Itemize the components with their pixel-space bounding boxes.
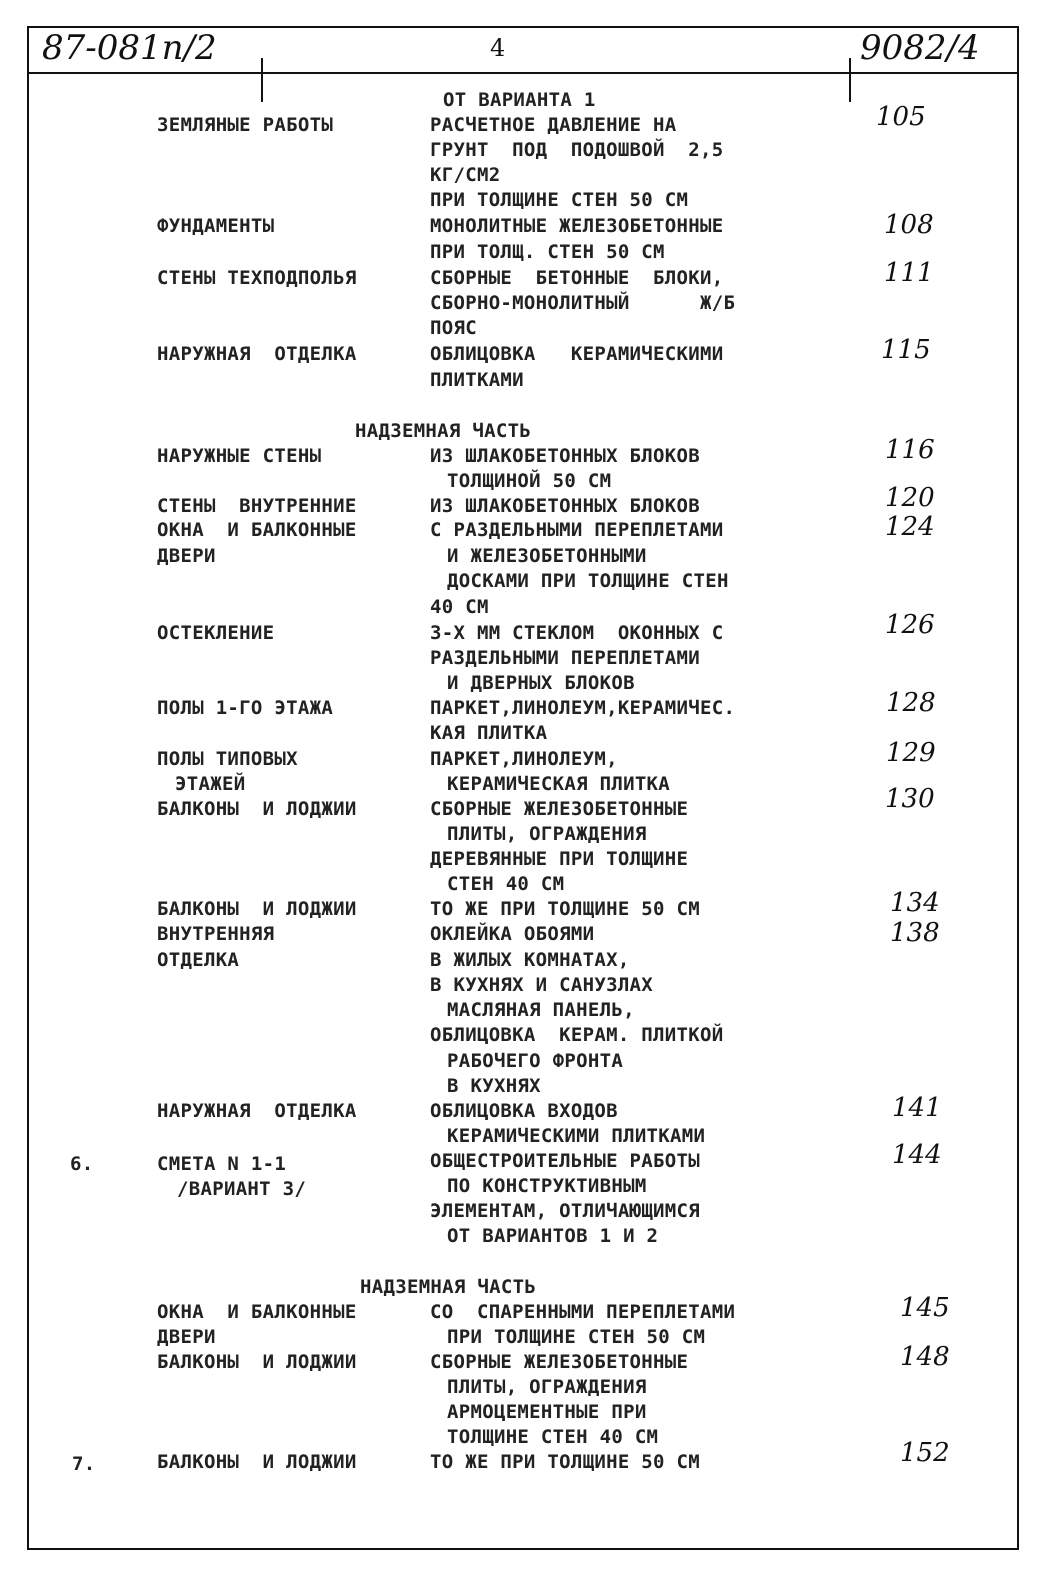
text-line: НАРУЖНАЯ ОТДЕЛКА	[157, 1100, 357, 1122]
text-line: ИЗ ШЛАКОБЕТОННЫХ БЛОКОВ	[430, 495, 700, 517]
text-line: ПРИ ТОЛЩИНЕ СТЕН 50 СМ	[430, 189, 689, 211]
page-ref-number: 141	[892, 1093, 942, 1123]
text-line: СБОРНО-МОНОЛИТНЫЙ Ж/Б	[430, 292, 736, 314]
text-line: 7.	[72, 1453, 96, 1475]
text-line: СТЕН 40 СМ	[447, 873, 565, 895]
page-ref-number: 148	[900, 1342, 950, 1372]
text-line: РАБОЧЕГО ФРОНТА	[447, 1050, 624, 1072]
text-line: КЕРАМИЧЕСКИМИ ПЛИТКАМИ	[447, 1125, 706, 1147]
text-line: ВНУТРЕННЯЯ	[157, 923, 275, 945]
text-line: НАРУЖНАЯ ОТДЕЛКА	[157, 343, 357, 365]
text-line: 3-Х ММ СТЕКЛОМ ОКОННЫХ С	[430, 622, 724, 644]
text-line: ПРИ ТОЛЩ. СТЕН 50 СМ	[430, 241, 665, 263]
text-line: ПАРКЕТ,ЛИНОЛЕУМ,КЕРАМИЧЕС.	[430, 697, 736, 719]
page-ref-number: 126	[885, 610, 935, 640]
page-ref-number: 108	[884, 210, 934, 240]
text-line: БАЛКОНЫ И ЛОДЖИИ	[157, 798, 357, 820]
text-line: ПЛИТКАМИ	[430, 369, 524, 391]
page-ref-number: 116	[885, 435, 935, 465]
text-line: ФУНДАМЕНТЫ	[157, 215, 275, 237]
text-line: ОКНА И БАЛКОННЫЕ	[157, 519, 357, 541]
text-line: НАДЗЕМНАЯ ЧАСТЬ	[360, 1276, 537, 1298]
text-line: МАСЛЯНАЯ ПАНЕЛЬ,	[447, 999, 635, 1021]
page-ref-number: 128	[886, 688, 936, 718]
text-line: В КУХНЯХ	[447, 1075, 541, 1097]
archive-number: 9082/4	[860, 28, 980, 68]
text-line: ДВЕРИ	[157, 545, 216, 567]
text-line: ЗЕМЛЯНЫЕ РАБОТЫ	[157, 114, 334, 136]
text-line: СМЕТА N 1-1	[157, 1153, 287, 1175]
text-line: СТЕНЫ ВНУТРЕННИЕ	[157, 495, 357, 517]
text-line: ПОЯС	[430, 317, 477, 339]
text-line: ГРУНТ ПОД ПОДОШВОЙ 2,5	[430, 139, 724, 161]
text-line: СБОРНЫЕ ЖЕЛЕЗОБЕТОННЫЕ	[430, 1351, 689, 1373]
text-line: И ЖЕЛЕЗОБЕТОННЫМИ	[447, 545, 647, 567]
text-line: СТЕНЫ ТЕХПОДПОЛЬЯ	[157, 267, 357, 289]
page-ref-number: 115	[881, 335, 931, 365]
text-line: ПОЛЫ ТИПОВЫХ	[157, 748, 298, 770]
text-line: ОСТЕКЛЕНИЕ	[157, 622, 275, 644]
text-line: ДВЕРИ	[157, 1326, 216, 1348]
text-line: ПЛИТЫ, ОГРАЖДЕНИЯ	[447, 1376, 647, 1398]
text-line: ДЕРЕВЯННЫЕ ПРИ ТОЛЩИНЕ	[430, 848, 689, 870]
page-ref-number: 145	[900, 1293, 950, 1323]
page-ref-number: 124	[885, 512, 935, 542]
text-line: БАЛКОНЫ И ЛОДЖИИ	[157, 1351, 357, 1373]
page-ref-number: 120	[885, 483, 935, 513]
text-line: КАЯ ПЛИТКА	[430, 722, 548, 744]
page-ref-number: 105	[876, 102, 926, 132]
text-line: ОКНА И БАЛКОННЫЕ	[157, 1301, 357, 1323]
text-line: С РАЗДЕЛЬНЫМИ ПЕРЕПЛЕТАМИ	[430, 519, 724, 541]
sheet-number: 4	[490, 34, 506, 62]
text-line: /ВАРИАНТ 3/	[177, 1178, 307, 1200]
text-line: ПО КОНСТРУКТИВНЫМ	[447, 1175, 647, 1197]
text-line: ЭЛЕМЕНТАМ, ОТЛИЧАЮЩИМСЯ	[430, 1200, 700, 1222]
text-line: ТОЛЩИНОЙ 50 СМ	[447, 470, 612, 492]
text-line: НАРУЖНЫЕ СТЕНЫ	[157, 445, 322, 467]
text-line: ТО ЖЕ ПРИ ТОЛЩИНЕ 50 СМ	[430, 1451, 700, 1473]
text-line: РАЗДЕЛЬНЫМИ ПЕРЕПЛЕТАМИ	[430, 647, 700, 669]
text-line: ТО ЖЕ ПРИ ТОЛЩИНЕ 50 СМ	[430, 898, 700, 920]
page-ref-number: 111	[884, 258, 934, 288]
text-line: В КУХНЯХ И САНУЗЛАХ	[430, 974, 654, 996]
text-line: СО СПАРЕННЫМИ ПЕРЕПЛЕТАМИ	[430, 1301, 736, 1323]
text-line: ОТ ВАРИАНТОВ 1 И 2	[447, 1225, 659, 1247]
text-line: ОБЛИЦОВКА КЕРАМ. ПЛИТКОЙ	[430, 1024, 724, 1046]
text-line: В ЖИЛЫХ КОМНАТАХ,	[430, 949, 630, 971]
text-line: ПЛИТЫ, ОГРАЖДЕНИЯ	[447, 823, 647, 845]
text-line: РАСЧЕТНОЕ ДАВЛЕНИЕ НА	[430, 114, 677, 136]
text-line: 6.	[70, 1153, 94, 1175]
text-line: ОТ ВАРИАНТА 1	[443, 89, 596, 111]
page-ref-number: 130	[885, 784, 935, 814]
text-line: КЕРАМИЧЕСКАЯ ПЛИТКА	[447, 773, 671, 795]
text-line: ОКЛЕЙКА ОБОЯМИ	[430, 923, 595, 945]
page-ref-number: 152	[900, 1438, 950, 1468]
header-divider	[29, 72, 1017, 74]
text-line: НАДЗЕМНАЯ ЧАСТЬ	[355, 420, 532, 442]
text-line: ОБЩЕСТРОИТЕЛЬНЫЕ РАБОТЫ	[430, 1150, 700, 1172]
text-line: МОНОЛИТНЫЕ ЖЕЛЕЗОБЕТОННЫЕ	[430, 215, 724, 237]
text-line: И ДВЕРНЫХ БЛОКОВ	[447, 672, 635, 694]
text-line: 40 СМ	[430, 596, 489, 618]
text-line: ОТДЕЛКА	[157, 949, 240, 971]
page-ref-number: 129	[886, 738, 936, 768]
text-line: ТОЛЩИНЕ СТЕН 40 СМ	[447, 1426, 659, 1448]
page-ref-number: 138	[890, 918, 940, 948]
text-line: БАЛКОНЫ И ЛОДЖИИ	[157, 898, 357, 920]
text-line: БАЛКОНЫ И ЛОДЖИИ	[157, 1451, 357, 1473]
text-line: ДОСКАМИ ПРИ ТОЛЩИНЕ СТЕН	[447, 570, 729, 592]
text-line: ОБЛИЦОВКА ВХОДОВ	[430, 1100, 618, 1122]
text-line: ПОЛЫ 1-ГО ЭТАЖА	[157, 697, 334, 719]
text-line: ПРИ ТОЛЩИНЕ СТЕН 50 СМ	[447, 1326, 706, 1348]
doc-code: 87-081п/2	[42, 28, 217, 68]
page-ref-number: 144	[892, 1140, 942, 1170]
text-line: ПАРКЕТ,ЛИНОЛЕУМ,	[430, 748, 618, 770]
text-line: АРМОЦЕМЕНТНЫЕ ПРИ	[447, 1401, 647, 1423]
header-cell-divider	[261, 58, 263, 102]
text-line: СБОРНЫЕ БЕТОННЫЕ БЛОКИ,	[430, 267, 724, 289]
text-line: КГ/СМ2	[430, 164, 501, 186]
header-cell-divider	[849, 58, 851, 102]
text-line: ИЗ ШЛАКОБЕТОННЫХ БЛОКОВ	[430, 445, 700, 467]
page-ref-number: 134	[890, 888, 940, 918]
text-line: СБОРНЫЕ ЖЕЛЕЗОБЕТОННЫЕ	[430, 798, 689, 820]
text-line: ОБЛИЦОВКА КЕРАМИЧЕСКИМИ	[430, 343, 724, 365]
text-line: ЭТАЖЕЙ	[175, 773, 246, 795]
